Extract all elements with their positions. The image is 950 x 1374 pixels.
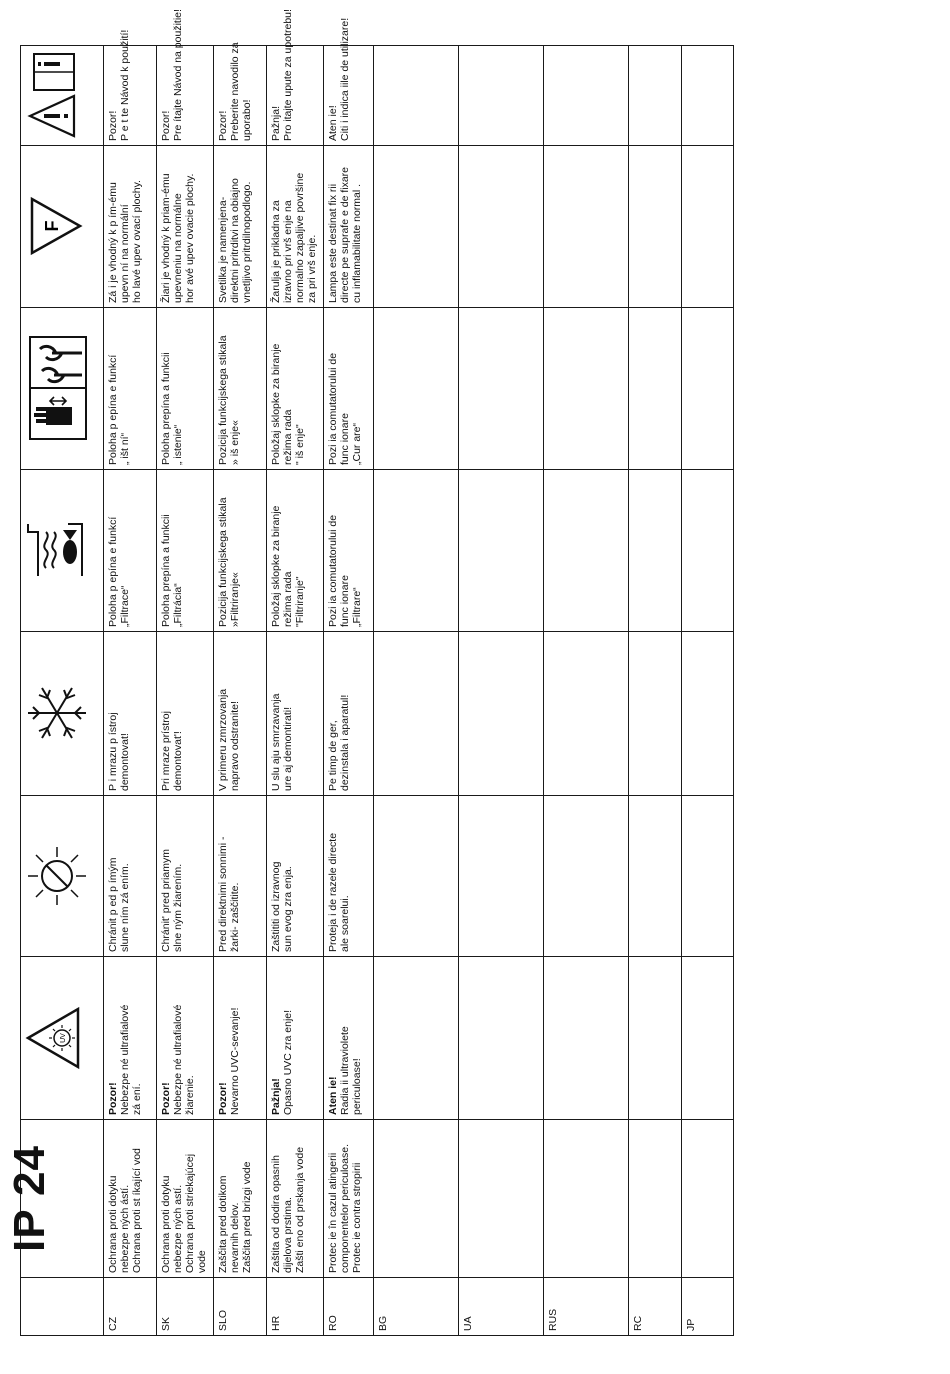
row-sk: [156, 46, 213, 1336]
clean-text-cell: [544, 308, 629, 470]
cleaning-hand-plants-icon: [24, 334, 90, 444]
warning-text-cell: [459, 46, 544, 146]
sun-text-line: Pred direktnimi sonnimi -: [216, 836, 229, 952]
frost-text-cell: [544, 632, 629, 796]
warning-read-manual-icon: [24, 51, 84, 141]
uv-text-cell: [459, 957, 544, 1120]
frost-text-line: Pri mraze prístroj: [159, 711, 172, 791]
ip-text-line: Zaštita od dodira opasnih: [269, 1155, 282, 1273]
ip-text-line: Ochrana proti dotyku: [159, 1175, 172, 1273]
sun-text-line: slune ním zá ením.: [118, 863, 131, 952]
frost-text-line: napravo odstranite!: [228, 701, 241, 791]
flammable-text-line: ho lavé upev ovací plochy.: [130, 180, 143, 303]
filter-text-line: func ionare: [338, 575, 351, 627]
ip-text-cell: [213, 1120, 266, 1278]
frost-cell: [21, 632, 104, 796]
uv-warning-title: Pozor!: [216, 1082, 229, 1115]
language-code: SLO: [213, 1278, 266, 1336]
frost-text-cell: [266, 632, 323, 796]
warning-text-cell: [323, 17, 374, 146]
filter-cell: [21, 470, 104, 632]
row-rc: [629, 46, 682, 1336]
uv-text-line: Nebezpe né ultrafialové: [118, 1004, 131, 1115]
ip-rating-cell: [5, 1120, 104, 1278]
uv-text-cell: [103, 957, 156, 1120]
uv-text-cell: [374, 957, 459, 1120]
warning-text-line: Preberite navodilo za: [228, 42, 241, 141]
sun-text-line: Zaštititi od izravnog: [269, 861, 282, 952]
frost-text-line: demontovat'!: [171, 731, 184, 791]
filter-text-line: "Filtriranje": [293, 576, 306, 627]
header-row: [21, 46, 104, 1336]
clean-text-line: Poloha prepína a funkcii: [159, 352, 172, 465]
warning-text-line: Citi i indica iile de utilizare!: [338, 17, 351, 141]
sun-text-line: Chránit p ed p ímým: [106, 857, 119, 952]
row-ro: [323, 46, 374, 1336]
uv-text-cell: [682, 957, 734, 1120]
clean-text-cell: [459, 308, 544, 470]
flammable-cell: [21, 146, 104, 308]
filter-text-line: režima rada: [281, 571, 294, 627]
ip-text-cell: [459, 1120, 544, 1278]
frost-text-cell: [213, 632, 266, 796]
clean-text-cell: [323, 308, 374, 470]
flammable-text-line: za pri vrš enje.: [305, 234, 318, 303]
uv-warning-title: Pažnja!: [269, 1078, 282, 1115]
sun-text-line: sun evog zra enja.: [281, 866, 294, 952]
sun-text-cell: [374, 796, 459, 957]
flammable-text-line: Svetilka je namenjena-: [216, 196, 229, 303]
flammable-text-cell: [103, 146, 156, 308]
filter-text-cell: [544, 470, 629, 632]
flammable-text-line: izravno pri vrš enje na: [281, 200, 294, 303]
uv-text-cell: [156, 957, 213, 1120]
row-rus: [544, 46, 629, 1336]
multilingual-symbol-table: [5, 9, 734, 1336]
language-code: RUS: [544, 1278, 629, 1336]
clean-text-line: Poloha p epína e funkcí: [106, 354, 119, 465]
warning-text-cell: [213, 42, 266, 146]
row-bg: [374, 46, 459, 1336]
ip-text-cell: [103, 1120, 156, 1278]
ip-text-line: Ochrana proti st íkající vod: [130, 1148, 143, 1273]
flammable-surface-f-icon: [24, 194, 86, 260]
filter-text-line: Položaj sklopke za biranje: [269, 505, 282, 627]
flammable-text-line: Žiari je vhodný k priam-ému: [159, 173, 172, 303]
filter-text-cell: [103, 470, 156, 632]
flammable-text-line: normalno zapaljive površine: [293, 172, 306, 303]
clean-text-cell: [682, 308, 734, 470]
warning-text-line: Pozor!: [216, 110, 229, 141]
clean-text-line: „ išt ní“: [118, 432, 131, 465]
warning-text-line: Pažnja!: [269, 105, 282, 141]
sun-text-line: žarki- zaščitite.: [228, 882, 241, 952]
uv-text-cell: [629, 957, 682, 1120]
filter-fish-icon: [24, 519, 88, 583]
ip-text-cell: [323, 1120, 374, 1278]
frost-snowflake-icon: [24, 681, 90, 747]
frost-text-cell: [374, 632, 459, 796]
ip-text-cell: [544, 1120, 629, 1278]
clean-text-line: " iš enje": [293, 424, 306, 465]
ip-text-line: Zaščita pred brizgi vode: [240, 1161, 253, 1273]
frost-text-line: Pe timp de ger,: [326, 720, 339, 791]
ip-text-line: Zaščita pred dotikom: [216, 1175, 229, 1273]
frost-text-line: dezinstala i aparatul!: [338, 694, 351, 791]
frost-text-cell: [629, 632, 682, 796]
sun-protection-cell: [21, 796, 104, 957]
ip-text-line: nebezpe ných astí.: [171, 1184, 184, 1273]
ip-text-line: componentelor periculoase.: [338, 1144, 351, 1273]
sun-text-cell: [213, 796, 266, 957]
row-slo: [213, 46, 266, 1336]
warning-text-cell: [374, 46, 459, 146]
clean-text-line: „Cur are“: [350, 422, 363, 465]
language-code: RC: [629, 1278, 682, 1336]
filter-text-line: „Filtrácia“: [171, 583, 184, 627]
filter-text-line: »Filtriranje«: [228, 572, 241, 627]
ip-text-cell: [374, 1120, 459, 1278]
filter-text-line: „Filtrare“: [350, 587, 363, 627]
cleaning-cell: [21, 308, 104, 470]
clean-text-cell: [213, 308, 266, 470]
flammable-text-line: cu inflamabilitate normal .: [350, 183, 363, 303]
language-code: SK: [156, 1278, 213, 1336]
uv-warning-title: Pozor!: [159, 1082, 172, 1115]
row-jp: [682, 46, 734, 1336]
uv-text-line: periculoase!: [350, 1058, 363, 1115]
ip-text-line: nevarnih delov.: [228, 1202, 241, 1273]
warning-manual-cell: [21, 46, 104, 146]
frost-text-line: ure aj demontirati!: [281, 706, 294, 791]
row-ua: [459, 46, 544, 1336]
filter-text-cell: [629, 470, 682, 632]
header-corner-cell: [21, 1278, 104, 1336]
flammable-text-cell: [629, 146, 682, 308]
filter-text-line: Poloha p epína e funkcí: [106, 516, 119, 627]
frost-text-cell: [682, 632, 734, 796]
ip-text-cell: [682, 1120, 734, 1278]
uv-warning-title: Pozor!: [106, 1082, 119, 1115]
filter-text-line: Pozicija funkcijskega stikala: [216, 497, 229, 627]
svg-text:UV: UV: [60, 1033, 67, 1043]
sun-text-line: Proteja i de razele directe: [326, 832, 339, 952]
ip-text-line: Protec ie contra stropirii: [350, 1162, 363, 1273]
ip-text-cell: [266, 1120, 323, 1278]
sun-text-cell: [682, 796, 734, 957]
filter-text-cell: [682, 470, 734, 632]
sun-text-cell: [156, 796, 213, 957]
uv-text-line: Opasno UVC zra enje!: [281, 1009, 294, 1115]
filter-text-cell: [323, 470, 374, 632]
sun-text-cell: [266, 796, 323, 957]
filter-text-line: Pozi ia comutatorului de: [326, 514, 339, 627]
ip-text-cell: [156, 1120, 213, 1278]
filter-text-line: „Filtrace“: [118, 585, 131, 627]
warning-text-line: Pozor!: [159, 110, 172, 141]
flammable-text-cell: [323, 146, 374, 308]
frost-text-line: P i mrazu p ístroj: [106, 712, 119, 791]
svg-text:F: F: [42, 221, 62, 232]
flammable-text-line: upevneniu na normálne: [171, 193, 184, 303]
flammable-text-line: Zá i je vhodný k p ím-ému: [106, 182, 119, 303]
ip-text-line: Ochrana proti striekajúcej: [183, 1153, 196, 1273]
language-code: UA: [459, 1278, 544, 1336]
clean-text-cell: [374, 308, 459, 470]
clean-text-cell: [629, 308, 682, 470]
uv-text-line: Nebezpe né ultrafialové: [171, 1004, 184, 1115]
ip-text-line: Protec ie în cazul atingerii: [326, 1152, 339, 1273]
clean-text-line: „ istenie“: [171, 424, 184, 465]
frost-text-line: demontovat!: [118, 733, 131, 791]
flammable-text-cell: [544, 146, 629, 308]
language-code: RO: [323, 1278, 374, 1336]
clean-text-line: Pozicija funkcijskega stikala: [216, 335, 229, 465]
flammable-text-cell: [459, 146, 544, 308]
warning-text-line: Pro itajte upute za upotrebu!: [281, 9, 294, 141]
clean-text-line: » iš enje«: [228, 420, 241, 465]
ip-text-cell: [629, 1120, 682, 1278]
language-code: JP: [682, 1278, 734, 1336]
row-hr: [266, 46, 323, 1336]
flammable-text-line: Lampa este destinat fix rii: [326, 183, 339, 303]
clean-text-line: režima rada: [281, 409, 294, 465]
flammable-text-line: hor avé upev ovacie plochy.: [183, 173, 196, 303]
language-code: CZ: [103, 1278, 156, 1336]
clean-text-line: func ionare: [338, 413, 351, 465]
warning-text-cell: [682, 46, 734, 146]
flammable-text-line: direktni pritrditvi na obiajno: [228, 178, 241, 303]
row-cz: [103, 46, 156, 1336]
filter-text-cell: [266, 470, 323, 632]
uv-text-cell: [213, 957, 266, 1120]
filter-text-line: Poloha prepína a funkcii: [159, 514, 172, 627]
uv-text-line: žiarenie.: [183, 1075, 196, 1115]
frost-text-cell: [103, 632, 156, 796]
warning-text-line: Pozor!: [106, 110, 119, 141]
frost-text-cell: [459, 632, 544, 796]
clean-text-cell: [103, 308, 156, 470]
uv-warning-cell: [21, 957, 104, 1120]
sun-text-cell: [103, 796, 156, 957]
frost-text-line: V primeru zmrzovanja: [216, 688, 229, 791]
language-code: BG: [374, 1278, 459, 1336]
uv-text-cell: [323, 957, 374, 1120]
sun-text-cell: [459, 796, 544, 957]
sun-text-line: ale soarelui.: [338, 895, 351, 952]
language-code: HR: [266, 1278, 323, 1336]
warning-text-line: Pre ítajte Návod na použitie!: [171, 9, 184, 141]
uv-text-line: Radia ii ultraviolete: [338, 1026, 351, 1115]
sun-text-cell: [544, 796, 629, 957]
warning-text-cell: [266, 9, 323, 146]
clean-text-cell: [156, 308, 213, 470]
flammable-text-cell: [682, 146, 734, 308]
sun-protection-icon: [24, 843, 90, 909]
flammable-text-line: Žarulja je prikladna za: [269, 200, 282, 303]
clean-text-cell: [266, 308, 323, 470]
sun-text-cell: [323, 796, 374, 957]
warning-text-line: P e t te Návod k použití!: [118, 29, 131, 141]
warning-text-cell: [156, 9, 213, 146]
uv-text-line: zá ení.: [130, 1083, 143, 1115]
uv-text-line: Nevarno UVC-sevanje!: [228, 1007, 241, 1115]
flammable-text-cell: [156, 146, 213, 308]
ip-rating-label: IP 24: [5, 1145, 54, 1252]
warning-text-line: Aten ie!: [326, 105, 339, 141]
flammable-text-line: upevn ní na normální: [118, 204, 131, 303]
uv-warning-title: Aten ie!: [326, 1076, 339, 1115]
warning-text-cell: [103, 29, 156, 146]
ip-text-line: Ochrana proti dotyku: [106, 1175, 119, 1273]
warning-text-line: uporabo!: [240, 99, 253, 141]
uv-warning-icon: [24, 1005, 82, 1071]
flammable-text-line: vnetljivo pritrdilnopodlogo.: [240, 181, 253, 303]
flammable-text-cell: [374, 146, 459, 308]
filter-text-cell: [156, 470, 213, 632]
frost-text-cell: [156, 632, 213, 796]
ip-text-line: dijelova prstima.: [281, 1197, 294, 1273]
flammable-text-cell: [213, 146, 266, 308]
clean-text-line: Pozi ia comutatorului de: [326, 352, 339, 465]
uv-text-cell: [266, 957, 323, 1120]
clean-text-line: Položaj sklopke za biranje: [269, 343, 282, 465]
sun-text-line: Chránit' pred priamym: [159, 849, 172, 952]
filter-text-cell: [213, 470, 266, 632]
warning-text-cell: [629, 46, 682, 146]
frost-text-cell: [323, 632, 374, 796]
flammable-text-cell: [266, 146, 323, 308]
uv-text-cell: [544, 957, 629, 1120]
ip-text-line: vode: [195, 1250, 208, 1273]
ip-text-line: Zašti eno od prskanja vode: [293, 1146, 306, 1273]
ip-text-line: nebezpe ných ástí.: [118, 1184, 131, 1273]
warning-text-cell: [544, 46, 629, 146]
sun-text-cell: [629, 796, 682, 957]
filter-text-cell: [374, 470, 459, 632]
sun-text-line: slne ným žiarením.: [171, 863, 184, 952]
filter-text-cell: [459, 470, 544, 632]
frost-text-line: U slu aju smrzavanja: [269, 693, 282, 791]
flammable-text-line: directe pe suprafe e de fixare: [338, 167, 351, 303]
